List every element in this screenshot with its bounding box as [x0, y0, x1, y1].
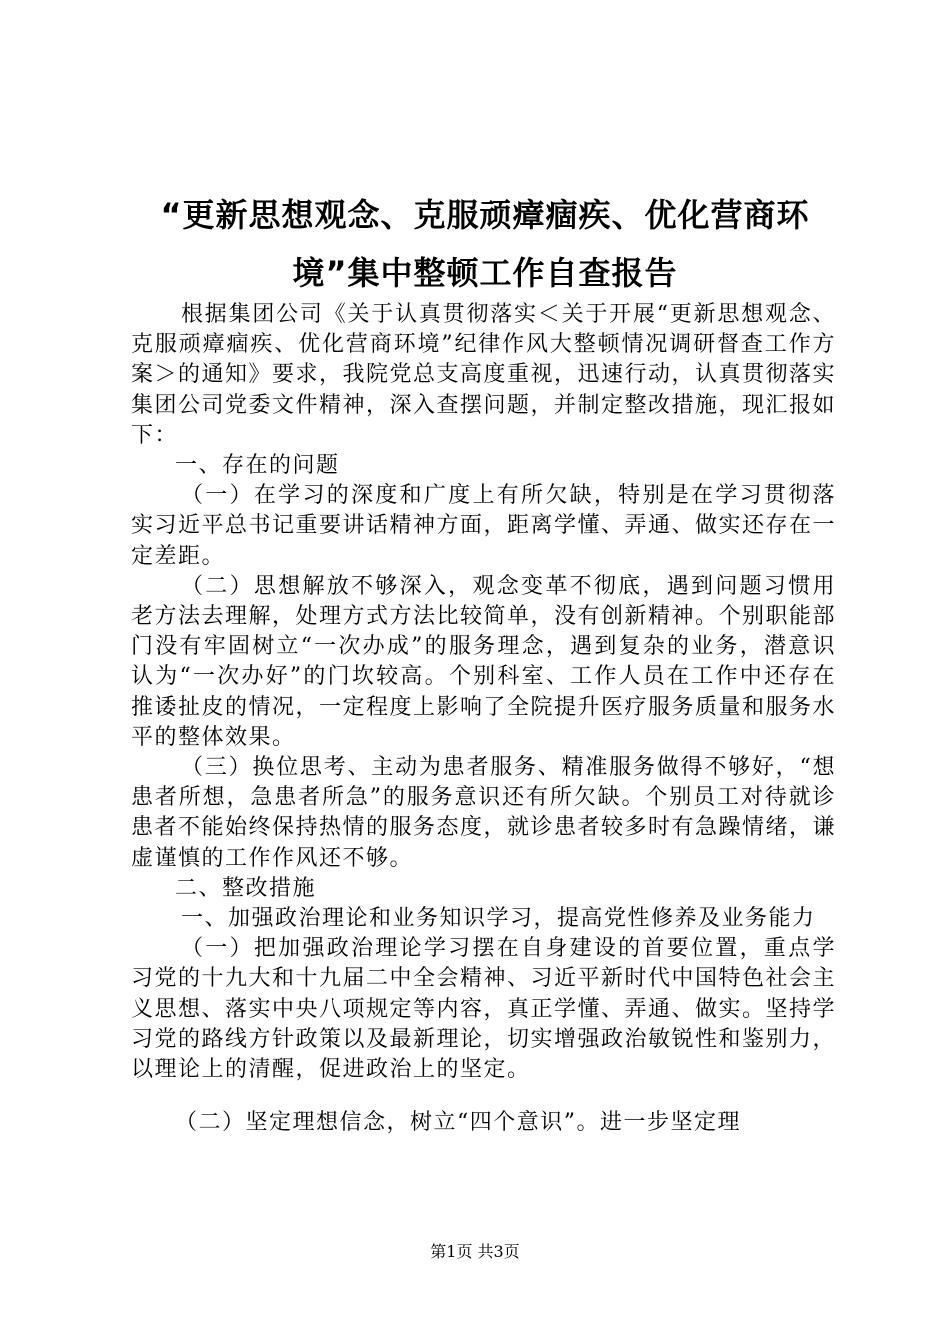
page-footer: 第1页 共3页: [430, 1242, 520, 1261]
intro-paragraph: 根据集团公司《关于认真贯彻落实＜关于开展“更新思想观念、克服顽瘴痼疾、优化营商环境”纪律作风大整顿情况调研督查工作方案＞的通知》要求，我院党总支高度重视，迅速行动，认真贯彻落实集团公司党委文件精神，深入查摆问题，并制定整改措施，现汇报如下：: [131, 302, 837, 448]
problem-paragraph-1: （一）在学习的深度和广度上有所欠缺，特别是在学习贯彻落实习近平总书记重要讲话精神方面，距离学懂、弄通、做实还存在一定差距。: [131, 483, 837, 569]
document-title: “更新思想观念、克服顽瘴痼疾、优化营商环境”集中整顿工作自查报告: [160, 196, 810, 292]
problem-paragraph-3: （三）换位思考、主动为患者服务、精准服务做得不够好，“想患者所想，急患者所急”的服务意识还有所欠缺。个别员工对待就诊患者不能始终保持热情的服务态度，就诊患者较多时有急躁情绪，谦虚谨慎的工作作风还不够。: [131, 755, 837, 871]
section-heading-measures: 二、整改措施: [175, 875, 317, 901]
problem-paragraph-2: （二）思想解放不够深入，观念变革不彻底，遇到问题习惯用老方法去理解，处理方式方法比较简单，没有创新精神。个别职能部门没有牢固树立“一次办成”的服务理念，遇到复杂的业务，潜意识认为“一次办好”的门坎较高。个别科室、工作人员在工作中还存在推诿扯皮的情况，一定程度上影响了全院提升医疗服务质量和服务水平的整体效果。: [131, 573, 837, 750]
section-heading-problems: 一、存在的问题: [175, 453, 340, 479]
measure-paragraph-2: （二）坚定理想信念，树立“四个意识”。进一步坚定理: [175, 1110, 741, 1136]
measure-heading-1: 一、加强政治理论和业务知识学习，提高党性修养及业务能力: [181, 906, 816, 932]
measure-paragraph-1: （一）把加强政治理论学习摆在自身建设的首要位置，重点学习党的十九大和十九届二中全会精神、习近平新时代中国特色社会主义思想、落实中央八项规定等内容，真正学懂、弄通、做实。坚持学习党的路线方针政策以及最新理论，切实增强政治敏锐性和鉴别力，以理论上的清醒，促进政治上的坚定。: [131, 936, 837, 1083]
document-body: [131, 300, 836, 1138]
